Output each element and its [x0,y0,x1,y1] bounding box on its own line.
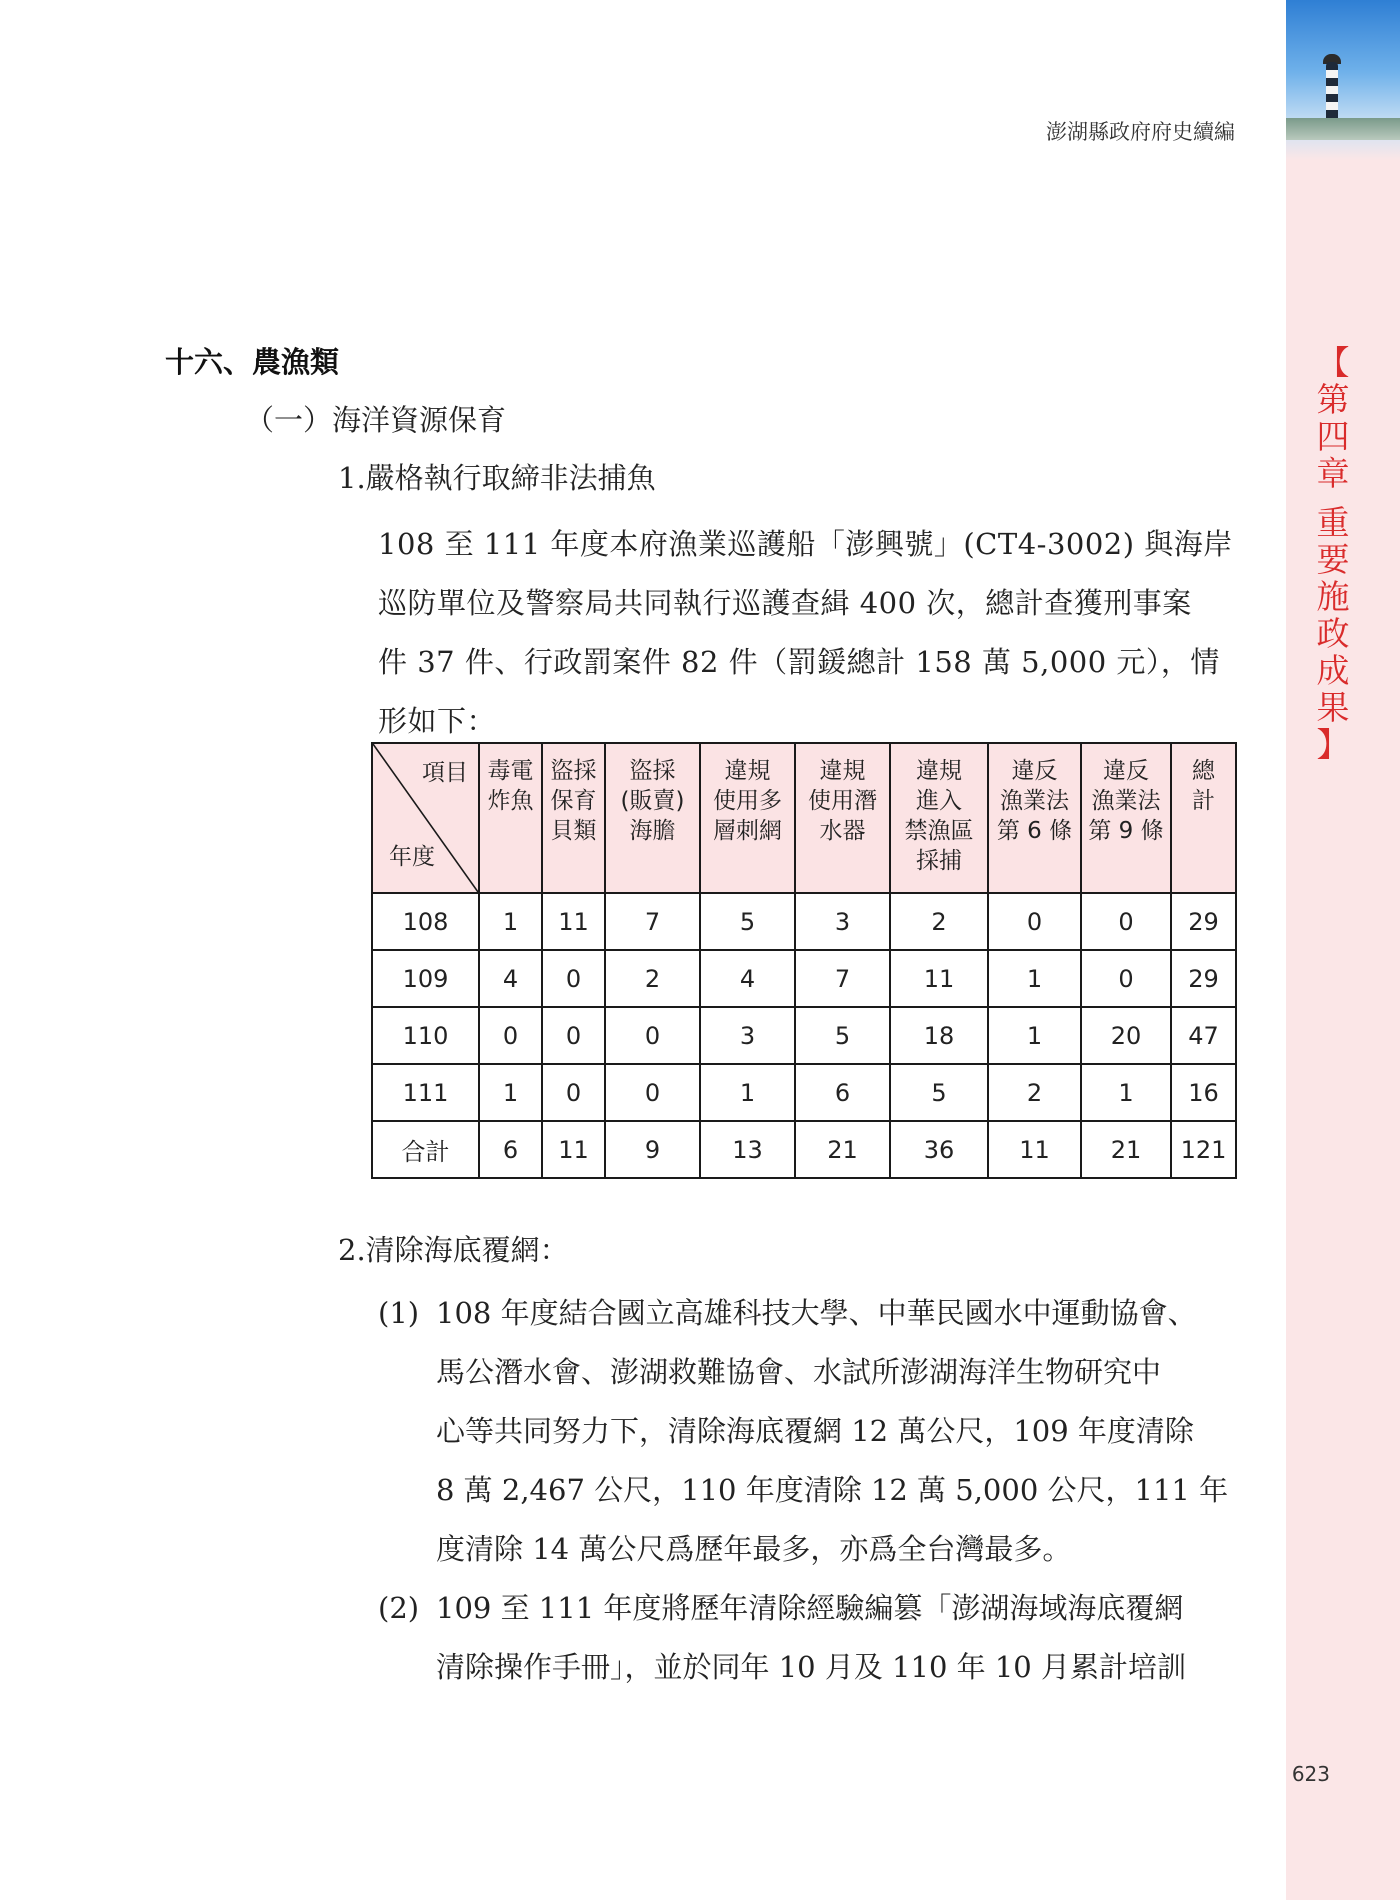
table-cell: 4 [479,950,542,1007]
table-cell: 7 [795,950,890,1007]
column-header-line: 水器 [819,818,866,844]
table-cell: 2 [605,950,700,1007]
list-item-line: 8 萬 2,467 公尺，110 年度清除 12 萬 5,000 公尺，111 年 [436,1473,1229,1507]
table-cell: 3 [700,1007,795,1064]
chapter-char: 成 [1316,651,1350,690]
table-cell: 47 [1171,1007,1236,1064]
chapter-char: 章 [1316,454,1350,493]
table-cell: 2 [988,1064,1081,1121]
column-header-line: 違規 [819,758,866,784]
list-item-line: 108 年度結合國立高雄科技大學、中華民國水中運動協會、 [436,1296,1197,1330]
chapter-char: 第 [1316,380,1350,419]
column-header-line: 違反 [1011,758,1058,784]
table-cell: 11 [542,1121,605,1178]
table-header-row [372,743,1236,893]
column-header [1171,743,1236,893]
table-cell: 7 [605,893,700,950]
column-header [542,743,605,893]
row-year-cell: 合計 [372,1121,479,1178]
chapter-char: 】 [1316,725,1350,764]
table-cell: 9 [605,1121,700,1178]
chapter-sidebar [1286,0,1400,1900]
paragraph-line: 巡防單位及警察局共同執行巡護查緝 400 次，總計查獲刑事案 [378,586,1192,620]
table-cell: 0 [542,1007,605,1064]
column-header-line: 總 [1192,758,1215,784]
table-cell: 18 [890,1007,988,1064]
table-cell: 0 [542,1064,605,1121]
column-header-line: 第 6 條 [996,818,1073,844]
table-cell: 6 [479,1121,542,1178]
table-cell: 6 [795,1064,890,1121]
column-header [795,743,890,893]
chapter-char: 政 [1316,614,1350,653]
table-cell: 5 [890,1064,988,1121]
subsection-title: （一）海洋資源保育 [245,403,507,437]
column-header [890,743,988,893]
row-year-cell: 109 [372,950,479,1007]
table-cell: 16 [1171,1064,1236,1121]
table-cell: 29 [1171,893,1236,950]
column-header-line: 保育 [550,788,597,814]
table-cell: 0 [1081,893,1171,950]
chapter-title-vertical [1310,344,1356,763]
column-header-line: 禁漁區 [904,818,974,844]
chapter-char: 重 [1316,503,1350,542]
column-header-line: 採捕 [916,848,962,874]
column-header-line: 違規 [724,758,771,784]
table-cell: 1 [988,950,1081,1007]
row-year-cell: 110 [372,1007,479,1064]
enforcement-table [371,742,1237,1179]
table-row [372,1007,1236,1064]
list-item-line: 109 至 111 年度將歷年清除經驗編篡「澎湖海域海底覆網 [436,1591,1184,1625]
item2-list [378,1284,1238,1697]
column-header-line: (販賣) [620,788,685,814]
column-header [700,743,795,893]
row-year-cell: 108 [372,893,479,950]
column-header-line: 盜採 [629,758,676,784]
table-cell: 121 [1171,1121,1236,1178]
column-header-line: 漁業法 [1091,788,1161,814]
column-header-line: 盜採 [550,758,597,784]
column-header [988,743,1081,893]
column-header-line: 使用潛 [808,788,877,814]
column-header [1081,743,1171,893]
table-cell: 29 [1171,950,1236,1007]
corner-year-label: 年度 [389,844,435,870]
table-cell: 0 [988,893,1081,950]
table-cell: 21 [795,1121,890,1178]
table-cell: 1 [1081,1064,1171,1121]
list-item-number: (2) [378,1591,420,1625]
list-item-line: 馬公潛水會、澎湖救難協會、水試所澎湖海洋生物研究中 [436,1355,1162,1389]
running-header: 澎湖縣政府府史續編 [1046,120,1235,144]
column-header-line: 海膽 [629,818,676,844]
table-cell: 0 [1081,950,1171,1007]
item2-title: 2.清除海底覆網： [338,1233,569,1267]
list-item [378,1579,1238,1697]
table-corner-cell [372,743,479,893]
table-cell: 1 [479,893,542,950]
lighthouse-icon [1326,62,1338,120]
chapter-char: 果 [1316,688,1350,727]
chapter-char: 要 [1316,540,1350,579]
table-cell: 20 [1081,1007,1171,1064]
table-cell: 5 [700,893,795,950]
table-row [372,893,1236,950]
page-number: 623 [1291,1762,1330,1786]
table-cell: 0 [542,950,605,1007]
table-cell: 0 [479,1007,542,1064]
column-header [605,743,700,893]
table-cell: 4 [700,950,795,1007]
list-item-line: 度清除 14 萬公尺爲歷年最多，亦爲全台灣最多。 [436,1532,1072,1566]
column-header-line: 計 [1192,788,1215,814]
column-header-line: 進入 [916,788,962,814]
table-cell: 1 [479,1064,542,1121]
column-header-line: 違反 [1103,758,1149,784]
list-item-line: 心等共同努力下，清除海底覆網 12 萬公尺，109 年度清除 [436,1414,1194,1448]
table-cell: 2 [890,893,988,950]
chapter-char: 四 [1316,417,1350,456]
table-cell: 13 [700,1121,795,1178]
column-header-line: 使用多 [713,788,782,814]
table-body [372,893,1236,1178]
table-cell: 11 [890,950,988,1007]
lighthouse-photo [1286,0,1400,160]
table-cell: 0 [605,1007,700,1064]
table-cell: 11 [542,893,605,950]
table-cell: 11 [988,1121,1081,1178]
list-item-number: (1) [378,1296,420,1330]
table-cell: 1 [700,1064,795,1121]
chapter-char: 施 [1316,577,1350,616]
table-row [372,1121,1236,1178]
column-header-line: 違規 [916,758,962,784]
item1-title: 1.嚴格執行取締非法捕魚 [338,461,656,495]
paragraph-line: 108 至 111 年度本府漁業巡護船「澎興號」(CT4-3002) 與海岸 [378,527,1233,561]
column-header-line: 第 9 條 [1088,818,1164,844]
table-cell: 36 [890,1121,988,1178]
table-cell: 0 [605,1064,700,1121]
table-cell: 3 [795,893,890,950]
table-row [372,950,1236,1007]
table-cell: 21 [1081,1121,1171,1178]
table-cell: 1 [988,1007,1081,1064]
column-header-line: 貝類 [550,818,597,844]
column-header-line: 漁業法 [1000,788,1069,814]
list-item-line: 清除操作手冊」，並於同年 10 月及 110 年 10 月累計培訓 [436,1650,1186,1684]
chapter-char: 【 [1316,343,1350,382]
row-year-cell: 111 [372,1064,479,1121]
section-title: 十六、農漁類 [165,345,340,379]
corner-item-label: 項目 [422,760,468,786]
table-row [372,1064,1236,1121]
table-cell: 5 [795,1007,890,1064]
item1-paragraph [378,515,1236,751]
column-header-line: 毒電 [487,758,534,784]
paragraph-line: 形如下： [378,704,497,738]
column-header-line: 層刺網 [713,818,782,844]
column-header-line: 炸魚 [487,788,534,814]
column-header [479,743,542,893]
ground-strip [1286,118,1400,140]
list-item [378,1284,1238,1579]
paragraph-line: 件 37 件、行政罰案件 82 件（罰鍰總計 158 萬 5,000 元），情 [378,645,1220,679]
